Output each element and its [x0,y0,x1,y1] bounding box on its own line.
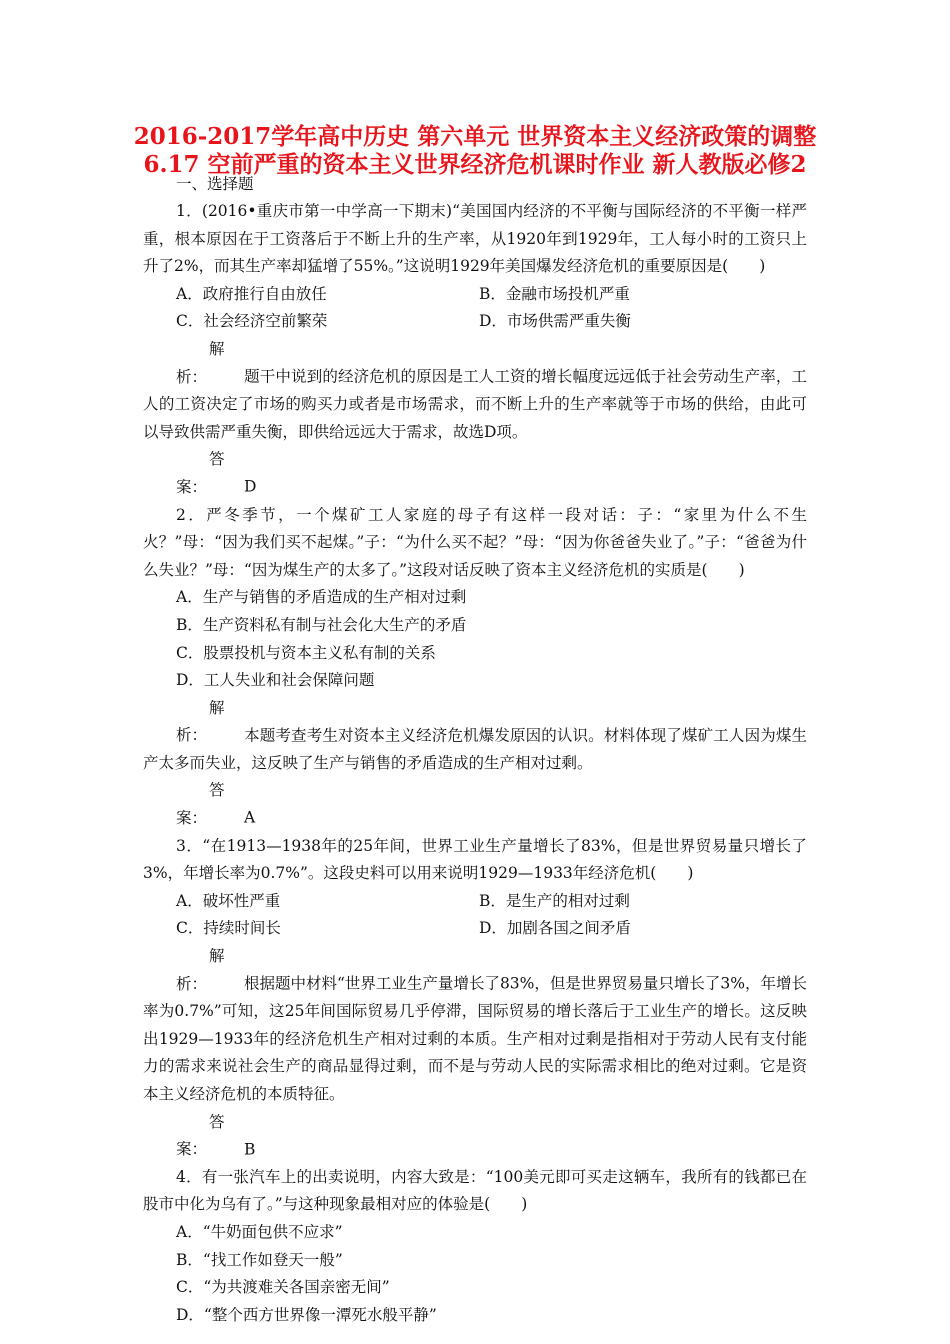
analysis-label: 解析： [176,339,225,386]
answer-label: 答案： [176,1112,225,1159]
question-4-stem: 4．有一张汽车上的出卖说明，内容大致是：“100美元即可买走这辆车，我所有的钱都已在股市中化为乌有了。”与这种现象最相对应的体验是( ) [143,1167,807,1214]
question-1-option-b: B．金融市场投机严重 [479,284,630,303]
question-1-option-a: A．政府推行自由放任 [176,284,327,303]
question-2-option-d: D．工人失业和社会保障问题 [176,671,375,690]
question-3-options-row-1 [143,888,807,916]
question-2-analysis-text: 本题考查考生对资本主义经济危机爆发原因的认识。材料体现了煤矿工人因为煤生产太多而失业，这反映了生产与销售的矛盾造成的生产相对过剩。 [143,726,807,772]
document-title-line2: 6.17 空前严重的资本主义世界经济危机课时作业 新人教版必修2 [143,151,807,178]
question-4-option-d: D．“整个西方世界像一潭死水般平静” [176,1305,437,1324]
answer-label: 答案： [176,781,225,828]
question-3-option-b: B．是生产的相对过剩 [479,891,630,910]
document-body [143,198,807,1329]
answer-label: 答案： [176,450,225,496]
question-3-option-a: A．破坏性严重 [176,891,281,910]
question-1-analysis-text: 题干中说到的经济危机的原因是工人工资的增长幅度远远低于社会劳动生产率，工人的工资决定了市场的购买力或者是市场需求，而不断上升的生产率就等于市场的供给，由此可以导致供需严重失衡，即供给远远大于需求，故选D项。 [143,367,807,441]
question-1-options-row-1 [143,281,807,309]
question-3-option-d: D．加剧各国之间矛盾 [479,919,631,938]
question-2-answer [143,777,807,832]
question-3-stem: 3．“在1913—1938年的25年间，世界工业生产量增长了83%，但是世界贸易量只增长了3%，年增长率为0.7%”。这段史料可以用来说明1929—1933年经济危机( ) [143,836,807,883]
question-4-option-b: B．“找工作如登天一般” [176,1250,343,1269]
section-heading: 一、选择题 [176,175,254,193]
question-1-option-d: D．市场供需严重失衡 [479,312,631,331]
question-1-option-c: C．社会经济空前繁荣 [176,312,328,331]
analysis-label: 解析： [176,698,225,745]
question-2-option-a: A．生产与销售的矛盾造成的生产相对过剩 [176,588,467,607]
question-1-analysis [143,336,807,446]
question-4-option-a: A．“牛奶面包供不应求” [176,1222,343,1241]
question-1-answer-value: D [244,477,257,496]
question-3-options-row-2 [143,915,807,943]
question-2-option-b: B．生产资料私有制与社会化大生产的矛盾 [176,615,467,634]
question-3-option-c: C．持续时间长 [176,919,281,938]
question-2-option-c: C．股票投机与资本主义私有制的关系 [176,643,436,662]
question-3-analysis [143,943,807,1109]
question-3-answer-value: B [244,1140,256,1159]
question-1-stem: 1．(2016•重庆市第一中学高一下期末)“美国国内经济的不平衡与国际经济的不平衡一样严重，根本原因在于工资落后于不断上升的生产率，从1920年到1929年，工人每小时的工资只上升了2%，而其生产率却猛增了55%。”这说明1929年美国爆发经济危机的重要原因是( ) [143,202,807,276]
analysis-label: 解析： [176,947,225,993]
question-1-options-row-2 [143,308,807,336]
question-2-answer-value: A [244,809,256,828]
question-3-analysis-text: 根据题中材料“世界工业生产量增长了83%，但是世界贸易量只增长了3%，年增长率为0.7%”可知，这25年间国际贸易几乎停滞，国际贸易的增长落后于工业生产的增长。这反映出1929—1933年的经济危机生产相对过剩的本质。生产相对过剩是指相对于劳动人民有支付能力的需求来说社会生产的商品显得过剩，而不是与劳动人民的实际需求相比的绝对过剩。它是资本主义经济危机的本质特征。 [143,974,807,1103]
question-1-answer [143,446,807,501]
document-title-line1: 2016-2017学年高中历史 第六单元 世界资本主义经济政策的调整 [133,123,817,150]
question-2-stem: 2．严冬季节，一个煤矿工人家庭的母子有这样一段对话：子：“家里为什么不生火？”母：“因为我们买不起煤。”子：“为什么买不起？”母：“因为你爸爸失业了。”子：“爸爸为什么失业？”母：“因为煤生产的太多了。”这段对话反映了资本主义经济危机的实质是( ) [143,505,807,579]
question-4-option-c: C．“为共渡难关各国亲密无间” [176,1278,390,1297]
question-2-analysis [143,695,807,778]
question-3-answer [143,1109,807,1164]
